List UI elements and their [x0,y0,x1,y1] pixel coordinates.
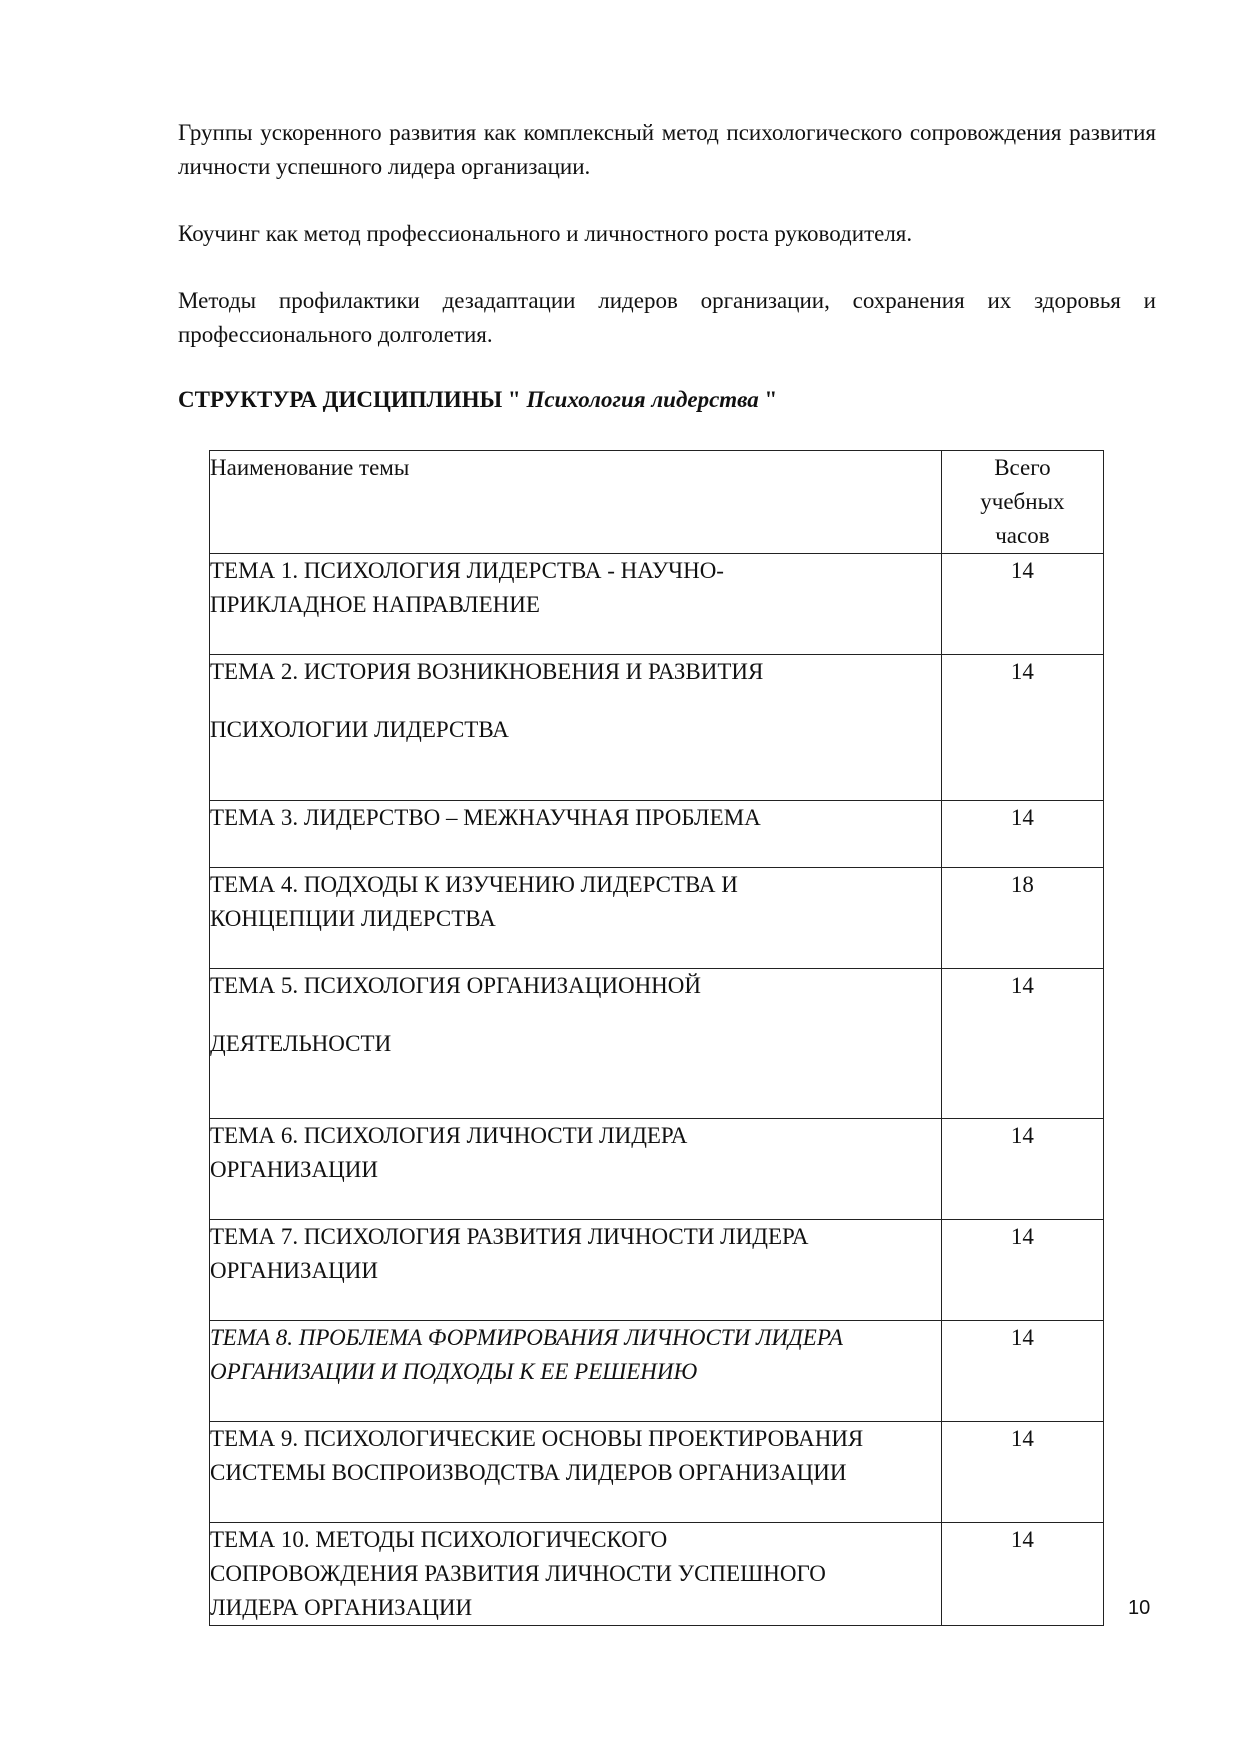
header-topic-name: Наименование темы [210,451,942,554]
topic-cell [210,554,942,655]
table-row [210,1119,1104,1220]
topic-cell [210,969,942,1119]
topic-line: ПРИКЛАДНОЕ НАПРАВЛЕНИЕ [210,592,540,617]
topic-line: ТЕМА 5. ПСИХОЛОГИЯ ОРГАНИЗАЦИОННОЙ [210,973,702,998]
topic-line: ТЕМА 7. ПСИХОЛОГИЯ РАЗВИТИЯ ЛИЧНОСТИ ЛИДЕРА [210,1224,809,1249]
hours-cell: 14 [941,1321,1103,1422]
topic-line: ОРГАНИЗАЦИИ И ПОДХОДЫ К ЕЕ РЕШЕНИЮ [210,1359,698,1384]
paragraph-prevention-methods: Методы профилактики дезадаптации лидеров организации, сохранения их здоровья и профессионального долголетия. [178,288,1156,347]
page-number: 10 [1128,1597,1151,1619]
topic-line: ОРГАНИЗАЦИИ [210,1258,378,1283]
topic-cell [210,1523,942,1626]
topic-line: ТЕМА 3. ЛИДЕРСТВО – МЕЖНАУЧНАЯ ПРОБЛЕМА [210,805,761,830]
topic-line: СИСТЕМЫ ВОСПРОИЗВОДСТВА ЛИДЕРОВ ОРГАНИЗАЦИИ [210,1460,847,1485]
hours-cell: 14 [941,801,1103,868]
topic-line: СОПРОВОЖДЕНИЯ РАЗВИТИЯ ЛИЧНОСТИ УСПЕШНОГО [210,1561,826,1586]
topic-line: ДЕЯТЕЛЬНОСТИ [210,1031,392,1056]
topic-line: ТЕМА 6. ПСИХОЛОГИЯ ЛИЧНОСТИ ЛИДЕРА [210,1123,688,1148]
topic-line: ОРГАНИЗАЦИИ [210,1157,378,1182]
topic-line: ТЕМА 2. ИСТОРИЯ ВОЗНИКНОВЕНИЯ И РАЗВИТИЯ [210,659,764,684]
header-hours-line: часов [995,523,1050,548]
table-row [210,1321,1104,1422]
table-row [210,554,1104,655]
topic-cell [210,1321,942,1422]
topic-cell [210,1422,942,1523]
header-total-hours [941,451,1103,554]
table-row [210,1220,1104,1321]
topic-cell [210,801,942,868]
topic-line: ТЕМА 10. МЕТОДЫ ПСИХОЛОГИЧЕСКОГО [210,1527,668,1552]
hours-cell: 14 [941,1523,1103,1626]
discipline-structure-table [209,450,1104,1626]
hours-cell: 18 [941,868,1103,969]
topic-cell [210,655,942,801]
hours-cell: 14 [941,1119,1103,1220]
heading-suffix: " [758,387,778,412]
topic-line: ТЕМА 4. ПОДХОДЫ К ИЗУЧЕНИЮ ЛИДЕРСТВА И [210,872,738,897]
hours-cell: 14 [941,655,1103,801]
header-hours-line: Всего [994,455,1051,480]
hours-cell: 14 [941,969,1103,1119]
topic-line: ЛИДЕРА ОРГАНИЗАЦИИ [210,1595,473,1620]
table-row [210,655,1104,801]
table-row [210,1523,1104,1626]
table-row [210,969,1104,1119]
topic-line: ТЕМА 8. ПРОБЛЕМА ФОРМИРОВАНИЯ ЛИЧНОСТИ ЛИДЕРА [210,1325,843,1350]
paragraph-coaching: Коучинг как метод профессионального и личностного роста руководителя. [178,221,913,246]
topic-line: ПСИХОЛОГИИ ЛИДЕРСТВА [210,717,509,742]
hours-cell: 14 [941,1220,1103,1321]
table-row [210,868,1104,969]
topic-line: ТЕМА 9. ПСИХОЛОГИЧЕСКИЕ ОСНОВЫ ПРОЕКТИРОВАНИЯ [210,1426,864,1451]
paragraph-accelerated-development-groups: Группы ускоренного развития как комплексный метод психологического сопровождения развития личности успешного лидера организации. [178,120,1156,179]
heading-discipline-title: Психология лидерства [526,387,759,412]
header-hours-line: учебных [980,489,1065,514]
table-row [210,801,1104,868]
section-heading [178,383,777,417]
hours-cell: 14 [941,1422,1103,1523]
topic-line: ТЕМА 1. ПСИХОЛОГИЯ ЛИДЕРСТВА - НАУЧНО- [210,558,724,583]
table-row [210,1422,1104,1523]
topic-cell [210,868,942,969]
heading-prefix: СТРУКТУРА ДИСЦИПЛИНЫ " [178,387,527,412]
table-header-row [210,451,1104,554]
topic-cell [210,1119,942,1220]
hours-cell: 14 [941,554,1103,655]
topic-cell [210,1220,942,1321]
topic-line: КОНЦЕПЦИИ ЛИДЕРСТВА [210,906,496,931]
